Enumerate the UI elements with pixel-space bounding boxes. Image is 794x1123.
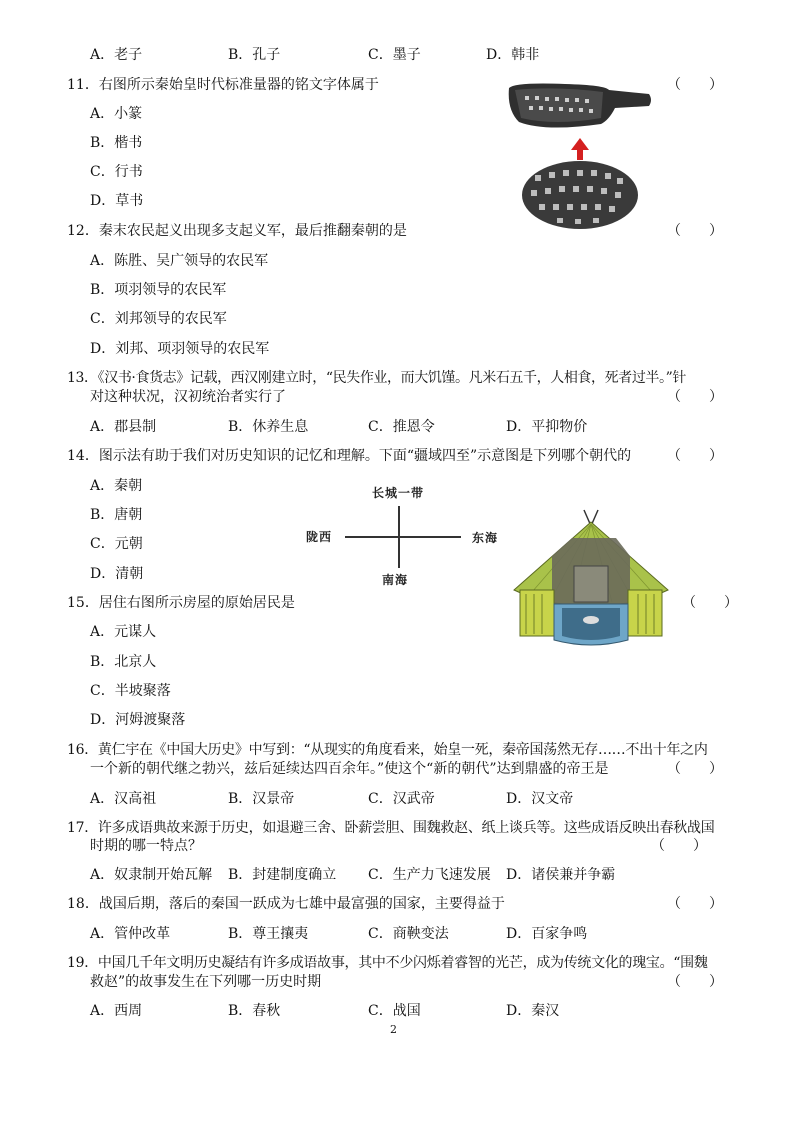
q12-option-c: C．刘邦领导的农民军 bbox=[90, 311, 227, 327]
q17-stem-line2: 时期的哪一特点？ bbox=[90, 838, 202, 854]
q11-option-d: D．草书 bbox=[90, 193, 144, 209]
q14-option-c: C．元朝 bbox=[90, 536, 143, 552]
diagram-horizontal-line bbox=[345, 536, 461, 538]
q11-stem: 11．右图所示秦始皇时代标准量器的铭文字体属于 bbox=[67, 77, 379, 93]
q11-option-c: C．行书 bbox=[90, 164, 143, 180]
q18-option-c: C．商鞅变法 bbox=[368, 926, 449, 942]
q16-option-c: C．汉武帝 bbox=[368, 791, 435, 807]
q11-bronze-vessel-figure bbox=[505, 80, 655, 230]
q11-answer-paren: （ ） bbox=[667, 77, 723, 93]
diagram-label-south: 南海 bbox=[382, 573, 409, 587]
q16-option-b: B．汉景帝 bbox=[228, 791, 295, 807]
q13-option-c: C．推恩令 bbox=[368, 419, 435, 435]
q13-option-b: B．休养生息 bbox=[228, 419, 309, 435]
q16-answer-paren: （ ） bbox=[667, 761, 723, 777]
q16-option-d: D．汉文帝 bbox=[506, 791, 574, 807]
q19-option-d: D．秦汉 bbox=[506, 1003, 560, 1019]
q15-option-b: B．北京人 bbox=[90, 654, 157, 670]
q12-option-a: A．陈胜、吴广领导的农民军 bbox=[90, 253, 269, 269]
q10-option-c: C．墨子 bbox=[368, 47, 421, 63]
q18-option-a: A．管仲改革 bbox=[90, 926, 171, 942]
q13-stem-line1: 13．《汉书·食货志》记载，西汉刚建立时，“民失作业，而大饥馑。凡米石五千，人相食，死者过半。”针 bbox=[67, 370, 686, 386]
q11-option-a: A．小篆 bbox=[90, 106, 143, 122]
diagram-label-north: 长城一带 bbox=[372, 486, 425, 500]
q19-option-a: A．西周 bbox=[90, 1003, 143, 1019]
diagram-label-east: 东海 bbox=[472, 531, 499, 545]
q19-option-b: B．春秋 bbox=[228, 1003, 281, 1019]
q12-option-b: B．项羽领导的农民军 bbox=[90, 282, 227, 298]
q13-stem-line2: 对这种状况，汉初统治者实行了 bbox=[90, 389, 286, 405]
q15-option-d: D．河姆渡聚落 bbox=[90, 712, 186, 728]
q10-option-a: A．老子 bbox=[90, 47, 143, 63]
q14-stem: 14．图示法有助于我们对历史知识的记忆和理解。下面“疆域四至”示意图是下列哪个朝代的 bbox=[67, 448, 632, 464]
q15-option-c: C．半坡聚落 bbox=[90, 683, 171, 699]
q15-answer-paren: （ ） bbox=[682, 595, 738, 611]
q13-option-d: D．平抑物价 bbox=[506, 419, 588, 435]
q14-answer-paren: （ ） bbox=[667, 448, 723, 464]
q17-answer-paren: （ ） bbox=[651, 838, 707, 854]
q12-answer-paren: （ ） bbox=[667, 223, 723, 239]
q15-hut-figure bbox=[512, 508, 670, 653]
q16-stem-line1: 16．黄仁宇在《中国大历史》中写到：“从现实的角度看来，始皇一死，秦帝国荡然无存……不出十年之内 bbox=[67, 742, 708, 758]
q17-option-b: B．封建制度确立 bbox=[228, 867, 337, 883]
q10-option-d: D．韩非 bbox=[486, 47, 540, 63]
q12-option-d: D．刘邦、项羽领导的农民军 bbox=[90, 341, 270, 357]
q13-option-a: A．郡县制 bbox=[90, 419, 157, 435]
q16-stem-line2: 一个新的朝代继之勃兴，兹后延续达四百余年。”使这个“新的朝代”达到鼎盛的帝王是 bbox=[90, 761, 609, 777]
q14-option-d: D．清朝 bbox=[90, 566, 144, 582]
diagram-label-west: 陇西 bbox=[306, 530, 333, 544]
q15-stem: 15．居住右图所示房屋的原始居民是 bbox=[67, 595, 295, 611]
q15-option-a: A．元谋人 bbox=[90, 624, 157, 640]
q17-option-c: C．生产力飞速发展 bbox=[368, 867, 491, 883]
page-number: 2 bbox=[390, 1023, 397, 1036]
q19-option-c: C．战国 bbox=[368, 1003, 421, 1019]
q11-option-b: B．楷书 bbox=[90, 135, 143, 151]
q19-stem-line2: 救赵”的故事发生在下列哪一历史时期 bbox=[90, 974, 322, 990]
q18-option-b: B．尊王攘夷 bbox=[228, 926, 309, 942]
q19-stem-line1: 19．中国几千年文明历史凝结有许多成语故事，其中不少闪烁着睿智的光芒，成为传统文化的瑰宝。“围魏 bbox=[67, 955, 708, 971]
q19-answer-paren: （ ） bbox=[667, 974, 723, 990]
q13-answer-paren: （ ） bbox=[667, 389, 723, 405]
q12-stem: 12．秦末农民起义出现多支起义军，最后推翻秦朝的是 bbox=[67, 223, 407, 239]
q14-option-b: B．唐朝 bbox=[90, 507, 143, 523]
q14-territory-diagram bbox=[300, 480, 510, 590]
q10-option-b: B．孔子 bbox=[228, 47, 281, 63]
q17-option-d: D．诸侯兼并争霸 bbox=[506, 867, 616, 883]
q17-option-a: A．奴隶制开始瓦解 bbox=[90, 867, 213, 883]
q18-option-d: D．百家争鸣 bbox=[506, 926, 588, 942]
q18-answer-paren: （ ） bbox=[667, 896, 723, 912]
q16-option-a: A．汉高祖 bbox=[90, 791, 157, 807]
q18-stem: 18．战国后期，落后的秦国一跃成为七雄中最富强的国家，主要得益于 bbox=[67, 896, 505, 912]
q17-stem-line1: 17．许多成语典故来源于历史，如退避三舍、卧薪尝胆、围魏救赵、纸上谈兵等。这些成语反映出春秋战国 bbox=[67, 820, 715, 836]
q14-option-a: A．秦朝 bbox=[90, 478, 143, 494]
